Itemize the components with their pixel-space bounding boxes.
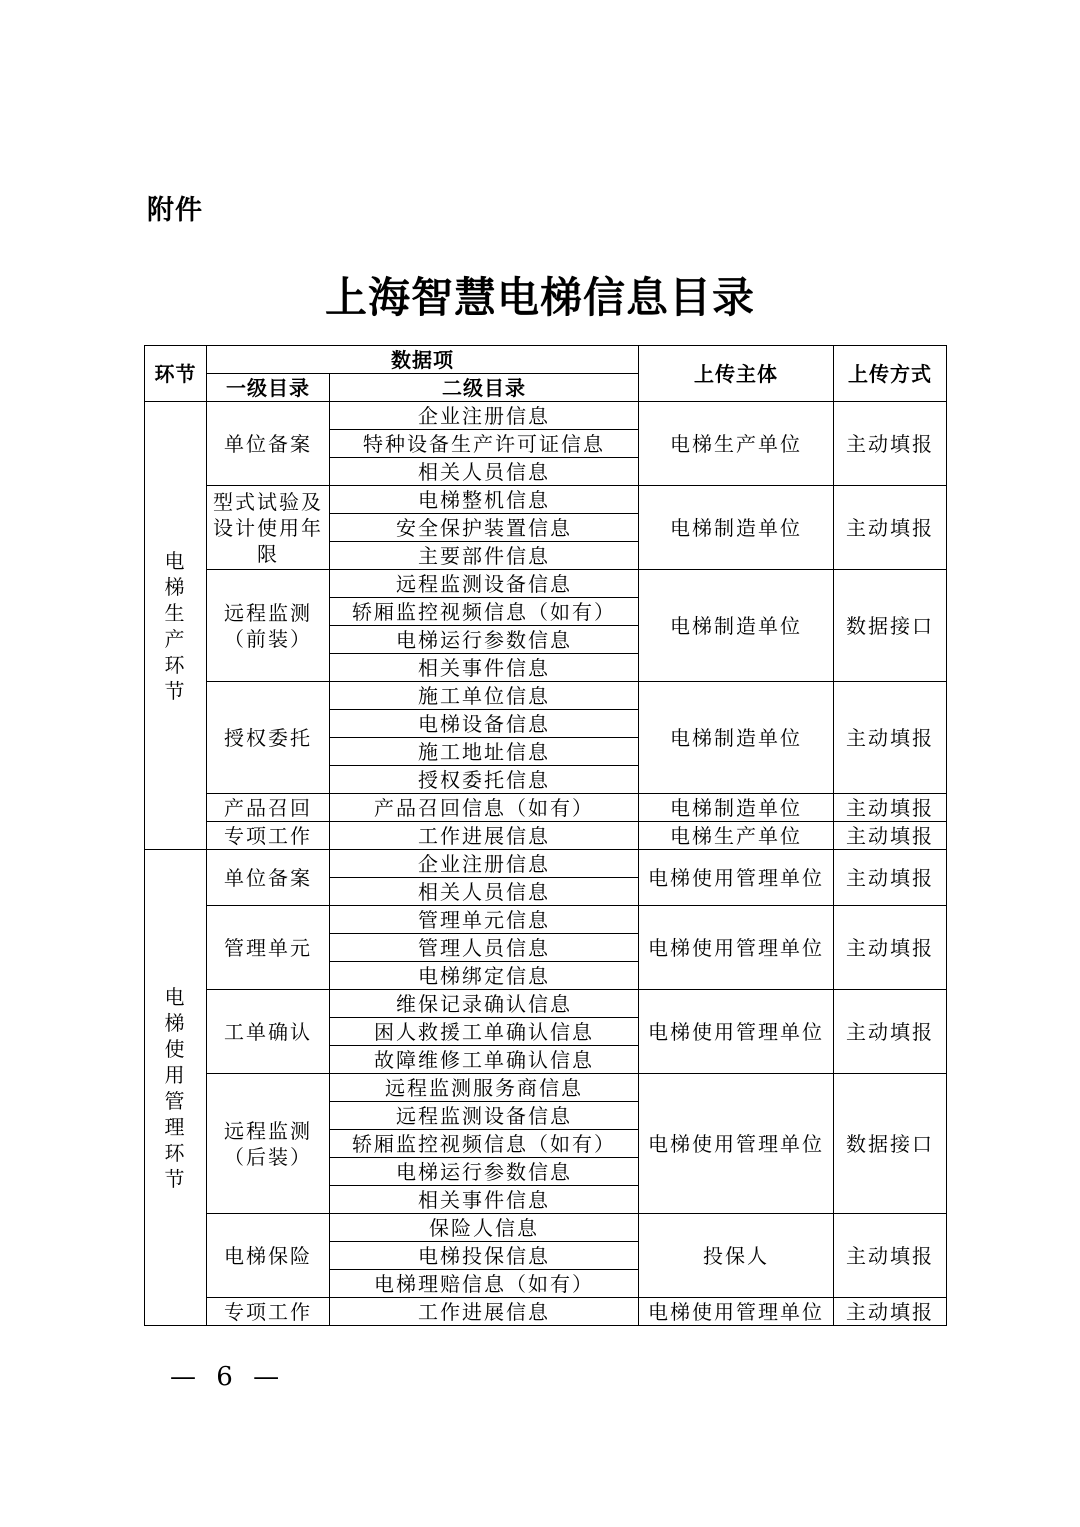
- table-row: [145, 1074, 947, 1102]
- uploader-cell: 电梯制造单位: [639, 570, 834, 682]
- level2-cell: 管理人员信息: [330, 934, 639, 962]
- level2-cell: 企业注册信息: [330, 850, 639, 878]
- method-cell: 主动填报: [834, 990, 947, 1074]
- level2-cell: 保险人信息: [330, 1214, 639, 1242]
- uploader-cell: 电梯使用管理单位: [639, 850, 834, 906]
- header-level1: 一级目录: [207, 374, 330, 402]
- stage-name: 电梯生产环节: [164, 548, 187, 703]
- table-row: [145, 990, 947, 1018]
- level2-cell: 安全保护装置信息: [330, 514, 639, 542]
- method-cell: 主动填报: [834, 682, 947, 794]
- method-cell: 数据接口: [834, 570, 947, 682]
- level1-cell: 授权委托: [207, 682, 330, 794]
- table-row: [145, 486, 947, 514]
- method-cell: 主动填报: [834, 822, 947, 850]
- level2-cell: 工作进展信息: [330, 1298, 639, 1326]
- stage-name: 电梯使用管理环节: [164, 984, 187, 1191]
- level2-cell: 主要部件信息: [330, 542, 639, 570]
- level1-cell: 远程监测（前装）: [207, 570, 330, 682]
- uploader-cell: 电梯使用管理单位: [639, 1298, 834, 1326]
- table-row: [145, 570, 947, 598]
- header-data-item: 数据项: [207, 346, 639, 374]
- uploader-cell: 电梯生产单位: [639, 822, 834, 850]
- method-cell: 主动填报: [834, 850, 947, 906]
- level2-cell: 远程监测服务商信息: [330, 1074, 639, 1102]
- level2-cell: 相关人员信息: [330, 458, 639, 486]
- level2-cell: 电梯运行参数信息: [330, 1158, 639, 1186]
- level1-cell: 型式试验及设计使用年限: [207, 486, 330, 570]
- uploader-cell: 电梯使用管理单位: [639, 990, 834, 1074]
- method-cell: 主动填报: [834, 794, 947, 822]
- level2-cell: 产品召回信息（如有）: [330, 794, 639, 822]
- table-row: [145, 906, 947, 934]
- method-cell: 主动填报: [834, 486, 947, 570]
- method-cell: 主动填报: [834, 906, 947, 990]
- level1-cell: 管理单元: [207, 906, 330, 990]
- level2-cell: 电梯投保信息: [330, 1242, 639, 1270]
- method-cell: 主动填报: [834, 1298, 947, 1326]
- header-method: 上传方式: [834, 346, 947, 402]
- document-title: 上海智慧电梯信息目录: [324, 273, 755, 322]
- table-header: [145, 346, 947, 402]
- uploader-cell: 电梯制造单位: [639, 682, 834, 794]
- level1-cell: 单位备案: [207, 402, 330, 486]
- header-level2: 二级目录: [330, 374, 639, 402]
- level2-cell: 工作进展信息: [330, 822, 639, 850]
- level2-cell: 管理单元信息: [330, 906, 639, 934]
- annex-label: 附件: [147, 195, 203, 226]
- level2-cell: 电梯整机信息: [330, 486, 639, 514]
- level2-cell: 施工单位信息: [330, 682, 639, 710]
- level1-cell: 单位备案: [207, 850, 330, 906]
- uploader-cell: 电梯制造单位: [639, 486, 834, 570]
- level1-cell: 产品召回: [207, 794, 330, 822]
- level2-cell: 远程监测设备信息: [330, 570, 639, 598]
- level2-cell: 轿厢监控视频信息（如有）: [330, 1130, 639, 1158]
- header-uploader: 上传主体: [639, 346, 834, 402]
- level2-cell: 相关事件信息: [330, 654, 639, 682]
- table-body: [145, 402, 947, 1326]
- level2-cell: 相关人员信息: [330, 878, 639, 906]
- information-catalog-table: [144, 345, 947, 1326]
- uploader-cell: 电梯使用管理单位: [639, 1074, 834, 1214]
- uploader-cell: 电梯生产单位: [639, 402, 834, 486]
- stage-cell: [145, 402, 207, 850]
- stage-cell: [145, 850, 207, 1326]
- table-row: [145, 822, 947, 850]
- level1-cell: 专项工作: [207, 822, 330, 850]
- level2-cell: 企业注册信息: [330, 402, 639, 430]
- level2-cell: 远程监测设备信息: [330, 1102, 639, 1130]
- table-row: [145, 682, 947, 710]
- level2-cell: 故障维修工单确认信息: [330, 1046, 639, 1074]
- table-row: [145, 794, 947, 822]
- method-cell: 主动填报: [834, 1214, 947, 1298]
- uploader-cell: 投保人: [639, 1214, 834, 1298]
- level2-cell: 特种设备生产许可证信息: [330, 430, 639, 458]
- level2-cell: 轿厢监控视频信息（如有）: [330, 598, 639, 626]
- level1-cell: 专项工作: [207, 1298, 330, 1326]
- level2-cell: 施工地址信息: [330, 738, 639, 766]
- level2-cell: 相关事件信息: [330, 1186, 639, 1214]
- level2-cell: 电梯运行参数信息: [330, 626, 639, 654]
- level2-cell: 授权委托信息: [330, 766, 639, 794]
- method-cell: 数据接口: [834, 1074, 947, 1214]
- level2-cell: 电梯设备信息: [330, 710, 639, 738]
- table-row: [145, 402, 947, 430]
- header-stage: 环节: [145, 346, 207, 402]
- uploader-cell: 电梯使用管理单位: [639, 906, 834, 990]
- table-row: [145, 1214, 947, 1242]
- level2-cell: 电梯理赔信息（如有）: [330, 1270, 639, 1298]
- table-row: [145, 850, 947, 878]
- uploader-cell: 电梯制造单位: [639, 794, 834, 822]
- method-cell: 主动填报: [834, 402, 947, 486]
- table-row: [145, 1298, 947, 1326]
- level2-cell: 维保记录确认信息: [330, 990, 639, 1018]
- level1-cell: 工单确认: [207, 990, 330, 1074]
- level1-cell: 电梯保险: [207, 1214, 330, 1298]
- level2-cell: 电梯绑定信息: [330, 962, 639, 990]
- level2-cell: 困人救援工单确认信息: [330, 1018, 639, 1046]
- level1-cell: 远程监测（后装）: [207, 1074, 330, 1214]
- page-number: — 6 —: [170, 1362, 286, 1392]
